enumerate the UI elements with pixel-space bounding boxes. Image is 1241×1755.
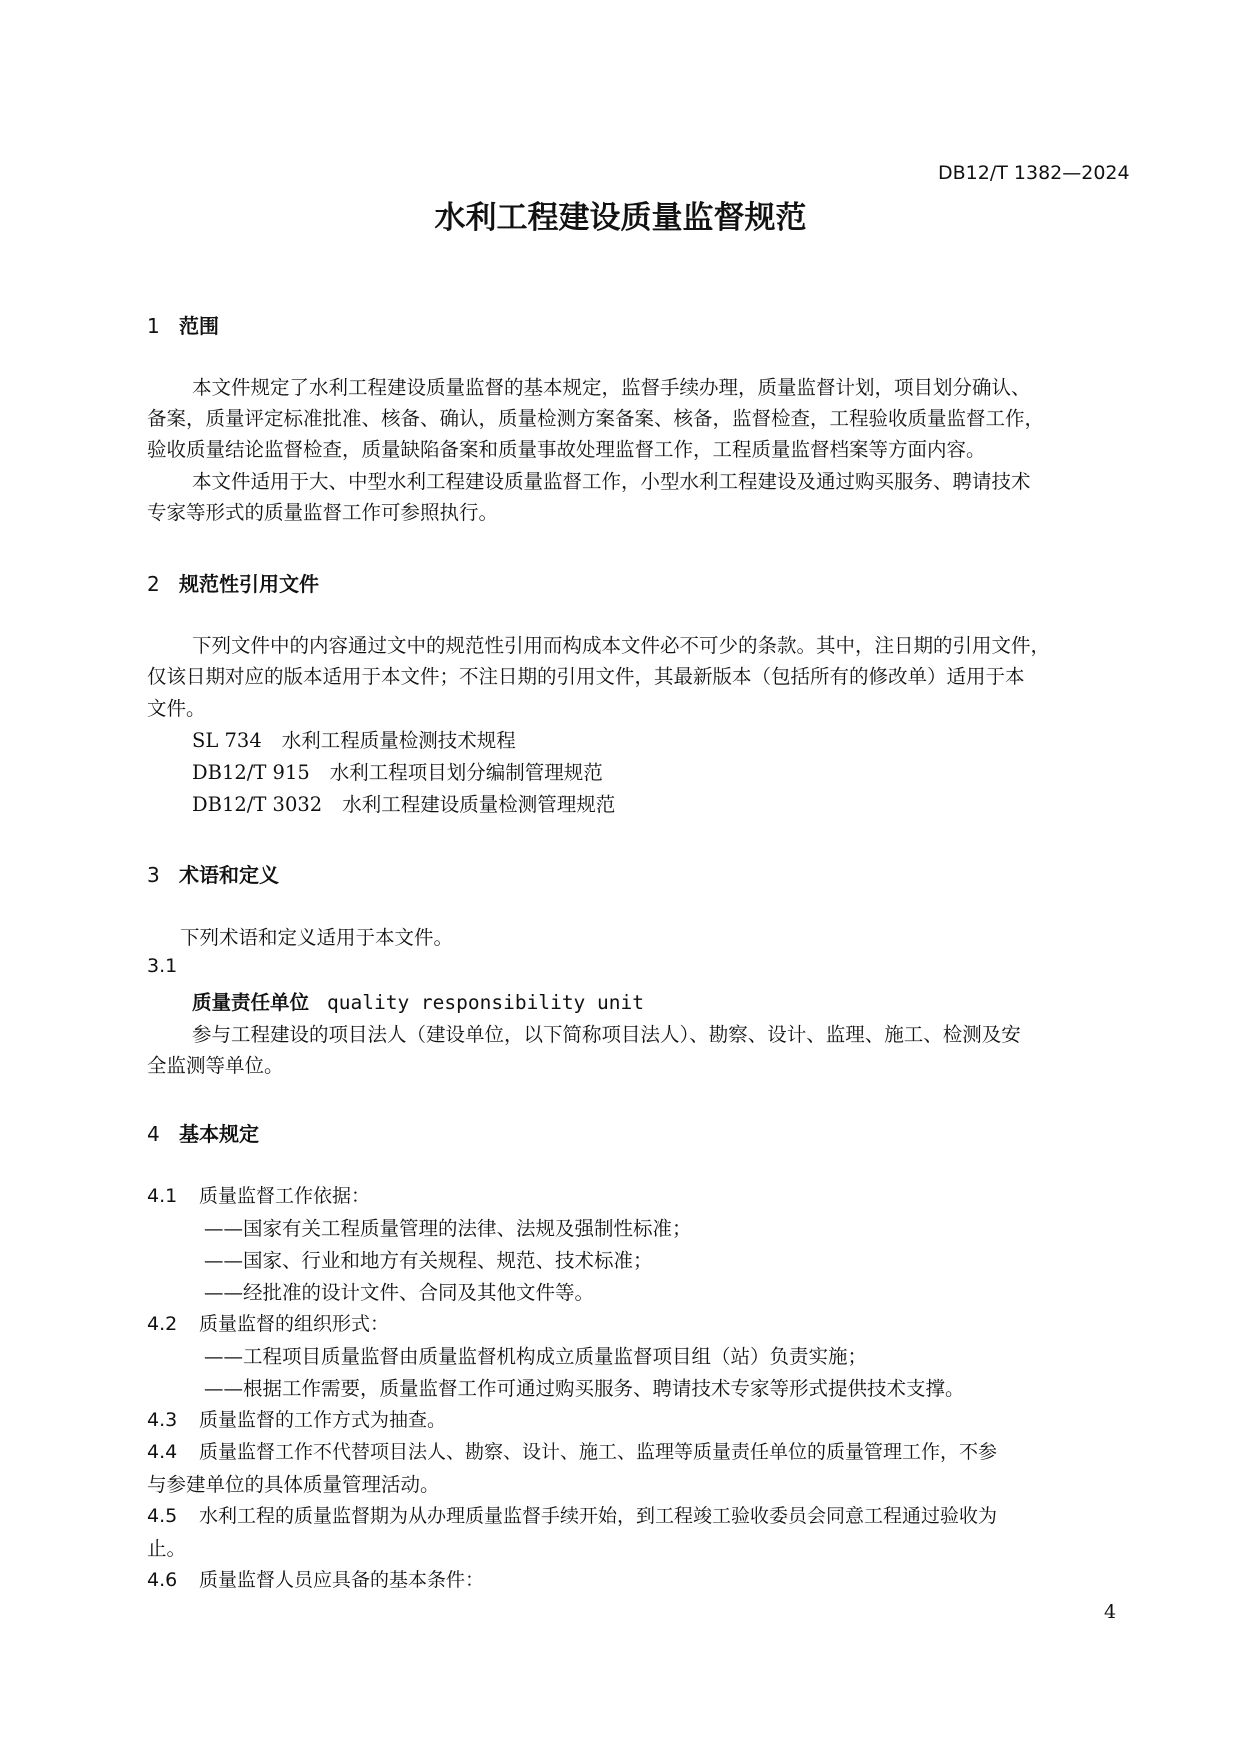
page-number: 4 (1104, 1601, 1117, 1623)
reference-code: SL 734 (192, 729, 262, 752)
section-title: 术语和定义 (179, 863, 279, 887)
list-item: ——经批准的设计文件、合同及其他文件等。 (204, 1281, 595, 1304)
section-2-heading (147, 568, 319, 597)
section-title: 基本规定 (179, 1122, 259, 1146)
clause-4-1 (147, 1181, 370, 1208)
term-definition-line-1: 参与工程建设的项目法人（建设单位，以下简称项目法人）、勘察、设计、监理、施工、检测及安 (192, 1023, 1021, 1046)
list-item: ——根据工作需要，质量监督工作可通过购买服务、聘请技术专家等形式提供技术支撑。 (204, 1377, 965, 1400)
clause-4-3 (147, 1405, 446, 1432)
reference-item (192, 757, 603, 785)
scope-p1-line-3: 验收质量结论监督检查，质量缺陷备案和质量事故处理监督工作，工程质量监督档案等方面内容。 (147, 438, 986, 461)
document-title: 水利工程建设质量监督规范 (434, 200, 807, 236)
clause-4-6 (147, 1565, 484, 1592)
section-3-heading (147, 859, 279, 888)
list-item: ——国家、行业和地方有关规程、规范、技术标准； (204, 1249, 653, 1272)
clause-number: 4.5 (147, 1505, 178, 1527)
clause-number: 4.3 (147, 1409, 178, 1431)
section-title: 范围 (179, 314, 219, 338)
scope-p1-line-1: 本文件规定了水利工程建设质量监督的基本规定，监督手续办理，质量监督计划，项目划分确认、 (192, 376, 1031, 399)
reference-code: DB12/T 3032 (192, 793, 323, 816)
scope-p2-line-1: 本文件适用于大、中型水利工程建设质量监督工作，小型水利工程建设及通过购买服务、聘请技术 (192, 470, 1031, 493)
clause-continuation: 与参建单位的具体质量管理活动。 (147, 1473, 440, 1496)
references-intro-line-1: 下列文件中的内容通过文中的规范性引用而构成本文件必不可少的条款。其中，注日期的引用文件， (192, 634, 1051, 657)
clause-number: 4.4 (147, 1441, 178, 1463)
clause-number: 4.2 (147, 1313, 178, 1335)
section-number: 4 (147, 1122, 160, 1146)
clause-number: 4.1 (147, 1185, 178, 1207)
section-number: 1 (147, 314, 160, 338)
section-1-heading (147, 310, 219, 339)
scope-p2-line-2: 专家等形式的质量监督工作可参照执行。 (147, 501, 499, 524)
section-title: 规范性引用文件 (179, 572, 319, 596)
reference-title: 水利工程质量检测技术规程 (281, 729, 516, 752)
standard-number: DB12/T 1382—2024 (938, 162, 1130, 184)
section-number: 3 (147, 863, 160, 887)
term-heading (192, 987, 644, 1015)
clause-4-2 (147, 1309, 389, 1336)
clause-text: 质量监督的组织形式： (199, 1313, 390, 1335)
reference-item (192, 789, 615, 817)
references-intro-line-3: 文件。 (147, 697, 206, 720)
term-number: 3.1 (147, 955, 178, 977)
references-intro-line-2: 仅该日期对应的版本适用于本文件；不注日期的引用文件，其最新版本（包括所有的修改单）适用于本 (147, 665, 1025, 688)
scope-p1-line-2: 备案，质量评定标准批准、核备、确认，质量检测方案备案、核备，监督检查，工程验收质量监督工作， (147, 407, 1045, 430)
clause-4-4 (147, 1437, 997, 1464)
term-zh: 质量责任单位 (192, 991, 310, 1014)
list-item: ——工程项目质量监督由质量监督机构成立质量监督项目组（站）负责实施； (204, 1345, 868, 1368)
reference-title: 水利工程建设质量检测管理规范 (342, 793, 616, 816)
terms-intro: 下列术语和定义适用于本文件。 (180, 926, 454, 949)
clause-text: 水利工程的质量监督期为从办理质量监督手续开始，到工程竣工验收委员会同意工程通过验收为 (199, 1505, 998, 1527)
section-number: 2 (147, 572, 160, 596)
reference-title: 水利工程项目划分编制管理规范 (329, 761, 603, 784)
reference-item (192, 725, 516, 753)
clause-4-5 (147, 1501, 997, 1528)
term-en: quality responsibility unit (327, 991, 644, 1014)
term-definition-line-2: 全监测等单位。 (147, 1054, 284, 1077)
clause-text: 质量监督的工作方式为抽查。 (199, 1409, 447, 1431)
clause-number: 4.6 (147, 1569, 178, 1591)
clause-text: 质量监督人员应具备的基本条件： (199, 1569, 485, 1591)
section-4-heading (147, 1118, 259, 1147)
clause-continuation: 止。 (147, 1537, 187, 1560)
clause-text: 质量监督工作不代替项目法人、勘察、设计、施工、监理等质量责任单位的质量管理工作，不参 (199, 1441, 998, 1463)
clause-text: 质量监督工作依据： (199, 1185, 371, 1207)
reference-code: DB12/T 915 (192, 761, 310, 784)
list-item: ——国家有关工程质量管理的法律、法规及强制性标准； (204, 1217, 692, 1240)
